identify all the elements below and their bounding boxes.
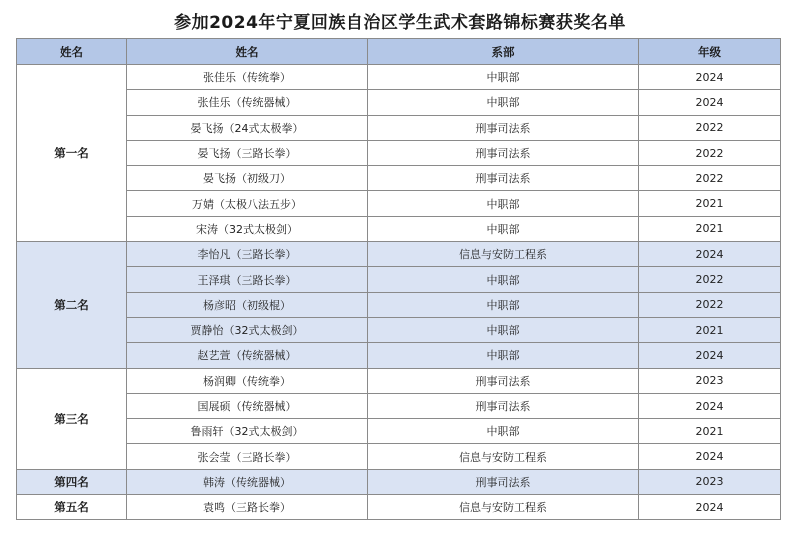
dept-cell: 中职部 <box>368 90 639 115</box>
table-row <box>17 419 781 444</box>
name-cell: 国展硕（传统器械） <box>127 393 368 418</box>
name-cell: 晏飞扬（24式太极拳） <box>127 115 368 140</box>
table-header <box>17 39 781 65</box>
table-row <box>17 242 781 267</box>
name-cell: 贾静怡（32式太极剑） <box>127 317 368 342</box>
dept-cell: 中职部 <box>368 343 639 368</box>
name-cell: 张会莹（三路长拳） <box>127 444 368 469</box>
table-row <box>17 469 781 494</box>
year-cell: 2022 <box>639 115 781 140</box>
rank-cell: 第四名 <box>17 469 127 494</box>
dept-cell: 信息与安防工程系 <box>368 242 639 267</box>
table-row <box>17 267 781 292</box>
dept-cell: 中职部 <box>368 292 639 317</box>
name-cell: 宋涛（32式太极剑） <box>127 216 368 241</box>
name-cell: 万婧（太极八法五步） <box>127 191 368 216</box>
header-rank: 姓名 <box>17 39 127 65</box>
table-row <box>17 368 781 393</box>
year-cell: 2022 <box>639 140 781 165</box>
year-cell: 2022 <box>639 166 781 191</box>
year-cell: 2021 <box>639 216 781 241</box>
rank-cell: 第五名 <box>17 495 127 520</box>
document-title: 参加2024年宁夏回族自治区学生武术套路锦标赛获奖名单 <box>174 13 626 33</box>
dept-cell: 中职部 <box>368 317 639 342</box>
name-cell: 晏飞扬（三路长拳） <box>127 140 368 165</box>
dept-cell: 信息与安防工程系 <box>368 444 639 469</box>
dept-cell: 刑事司法系 <box>368 166 639 191</box>
dept-cell: 刑事司法系 <box>368 393 639 418</box>
name-cell: 袁鸣（三路长拳） <box>127 495 368 520</box>
name-cell: 杨彦昭（初级棍） <box>127 292 368 317</box>
dept-cell: 刑事司法系 <box>368 115 639 140</box>
year-cell: 2021 <box>639 317 781 342</box>
table-row <box>17 140 781 165</box>
rank-cell: 第一名 <box>17 65 127 242</box>
name-cell: 杨润卿（传统拳） <box>127 368 368 393</box>
year-cell: 2024 <box>639 393 781 418</box>
year-cell: 2021 <box>639 419 781 444</box>
year-cell: 2021 <box>639 191 781 216</box>
table-row <box>17 292 781 317</box>
table-row <box>17 115 781 140</box>
header-row <box>17 39 781 65</box>
year-cell: 2024 <box>639 90 781 115</box>
table-row <box>17 216 781 241</box>
year-cell: 2023 <box>639 368 781 393</box>
name-cell: 晏飞扬（初级刀） <box>127 166 368 191</box>
table-row <box>17 343 781 368</box>
year-cell: 2023 <box>639 469 781 494</box>
year-cell: 2022 <box>639 292 781 317</box>
header-name: 姓名 <box>127 39 368 65</box>
table-row <box>17 444 781 469</box>
year-cell: 2024 <box>639 242 781 267</box>
year-cell: 2024 <box>639 65 781 90</box>
year-cell: 2024 <box>639 495 781 520</box>
dept-cell: 中职部 <box>368 191 639 216</box>
header-dept: 系部 <box>368 39 639 65</box>
dept-cell: 中职部 <box>368 419 639 444</box>
dept-cell: 中职部 <box>368 267 639 292</box>
name-cell: 赵艺萱（传统器械） <box>127 343 368 368</box>
table-row <box>17 65 781 90</box>
dept-cell: 刑事司法系 <box>368 368 639 393</box>
name-cell: 韩涛（传统器械） <box>127 469 368 494</box>
name-cell: 王泽琪（三路长拳） <box>127 267 368 292</box>
table-row <box>17 495 781 520</box>
table-row <box>17 166 781 191</box>
awards-table <box>16 38 781 520</box>
name-cell: 张佳乐（传统拳） <box>127 65 368 90</box>
year-cell: 2024 <box>639 343 781 368</box>
rank-cell: 第二名 <box>17 242 127 368</box>
rank-cell: 第三名 <box>17 368 127 469</box>
table-row <box>17 393 781 418</box>
header-year: 年级 <box>639 39 781 65</box>
dept-cell: 刑事司法系 <box>368 140 639 165</box>
dept-cell: 刑事司法系 <box>368 469 639 494</box>
year-cell: 2022 <box>639 267 781 292</box>
table-body <box>17 65 781 520</box>
dept-cell: 中职部 <box>368 65 639 90</box>
year-cell: 2024 <box>639 444 781 469</box>
table-row <box>17 191 781 216</box>
name-cell: 鲁雨轩（32式太极剑） <box>127 419 368 444</box>
dept-cell: 信息与安防工程系 <box>368 495 639 520</box>
table-row <box>17 90 781 115</box>
dept-cell: 中职部 <box>368 216 639 241</box>
name-cell: 张佳乐（传统器械） <box>127 90 368 115</box>
name-cell: 李怡凡（三路长拳） <box>127 242 368 267</box>
table-row <box>17 317 781 342</box>
